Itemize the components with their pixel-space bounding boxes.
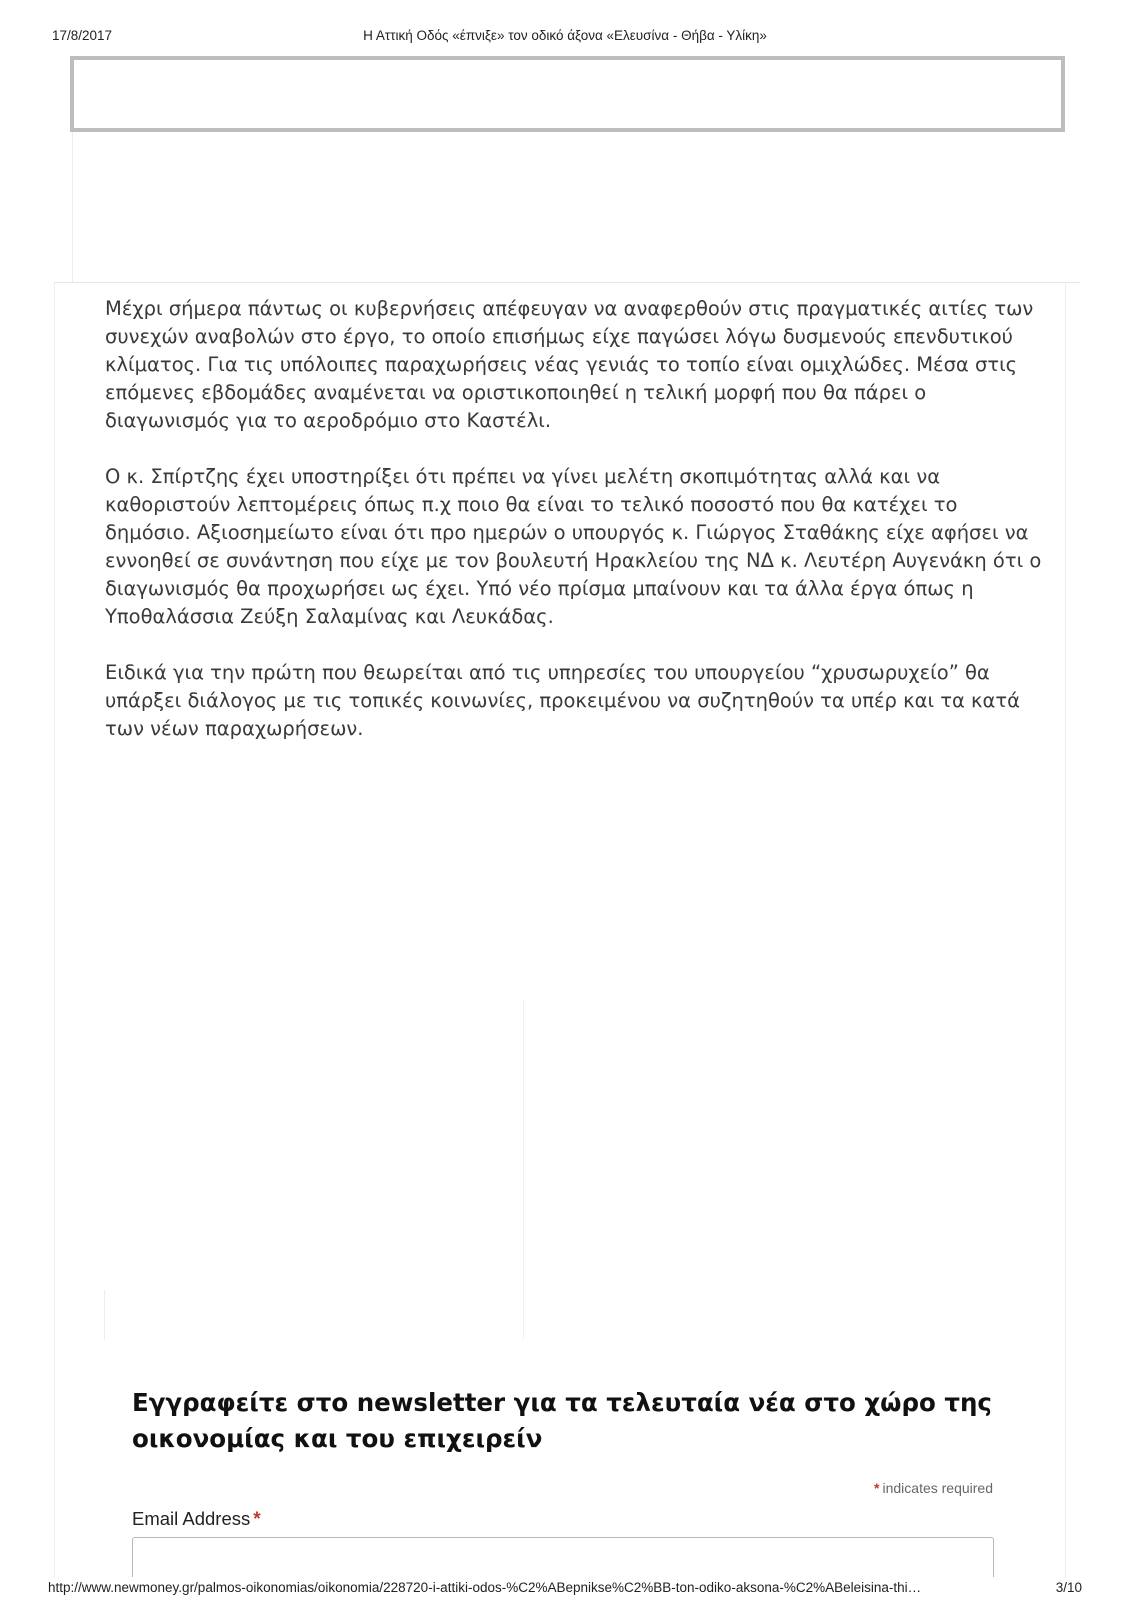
required-note — [700, 1480, 993, 1496]
email-required-asterisk-icon: * — [253, 1509, 261, 1530]
print-header — [0, 28, 1130, 48]
email-label-text: Email Address — [132, 1508, 251, 1529]
print-page-title: Η Αττική Οδός «έπνιξε» τον οδικό άξονα «Ελευσίνα - Θήβα - Υλίκη» — [363, 28, 767, 43]
embed-border-right — [523, 1000, 524, 1340]
print-date: 17/8/2017 — [52, 28, 113, 43]
advertisement-banner[interactable] — [70, 56, 1065, 132]
article-paragraph-3: Ειδικά για την πρώτη που θεωρείται από τις υπηρεσίες του υπουργείου “χρυσωρυχείο” θα υπάρξει διάλογος με τις τοπικές κοινωνίες, προκειμένου να συζητηθούν τα υπέρ και τα κατά των νέων παραχωρήσεων. — [105, 661, 1020, 740]
advertisement-area — [72, 132, 1065, 282]
newsletter-title: Εγγραφείτε στο newsletter για τα τελευταία νέα στο χώρο της οικονομίας και του επιχειρείν — [132, 1388, 992, 1453]
print-footer — [0, 1578, 1130, 1598]
article-body — [105, 295, 1045, 771]
email-input[interactable] — [132, 1537, 994, 1577]
email-label — [132, 1508, 264, 1531]
print-footer-url: http://www.newmoney.gr/palmos-oikonomias/oikonomia/228720-i-attiki-odos-%C2%ABepnikse%C2%BB-ton-odiko-aksona-%C2%ABeleisina-thi… — [48, 1580, 922, 1595]
embed-border-left — [104, 1290, 105, 1340]
article-paragraph-2: Ο κ. Σπίρτζης έχει υποστηρίξει ότι πρέπει να γίνει μελέτη σκοπιμότητας αλλά και να καθοριστούν λεπτομέρεις όπως π.χ ποιο θα είναι το τελικό ποσοστό που θα κατέχει το δημόσιο. Αξιοσημείωτο είναι ότι προ ημερών ο υπουργός κ. Γιώργος Σταθάκης είχε αφήσει να εννοηθεί σε συνάντηση που είχε με τον βουλευτή Ηρακλείου της ΝΔ κ. Λευτέρη Αυγενάκη ότι ο διαγωνισμός θα προχωρήσει ως έχει. Υπό νέο πρίσμα μπαίνουν και τα άλλα έργα όπως η Υποθαλάσσια Ζεύξη Σαλαμίνας και Λευκάδας. — [105, 465, 1042, 628]
required-asterisk-icon: * — [874, 1480, 880, 1496]
required-note-text: indicates required — [882, 1480, 993, 1496]
article-paragraph-1: Μέχρι σήμερα πάντως οι κυβερνήσεις απέφευγαν να αναφερθούν στις πραγματικές αιτίες των συνεχών αναβολών στο έργο, το οποίο επισήμως είχε παγώσει λόγω δυσμενούς επενδυτικού κλίματος. Για τις υπόλοιπες παραχωρήσεις νέας γενιάς το τοπίο είναι ομιχλώδες. Μέσα στις επόμενες εβδομάδες αναμένεται να οριστικοποιηθεί η τελική μορφή που θα πάρει ο διαγωνισμός για το αεροδρόμιο στο Καστέλι. — [105, 297, 1034, 432]
page-number: 3/10 — [1055, 1580, 1082, 1595]
content-right-border — [1065, 282, 1066, 1582]
divider — [54, 282, 1080, 283]
embedded-media-placeholder — [104, 1000, 524, 1340]
content-left-border — [54, 282, 55, 1582]
